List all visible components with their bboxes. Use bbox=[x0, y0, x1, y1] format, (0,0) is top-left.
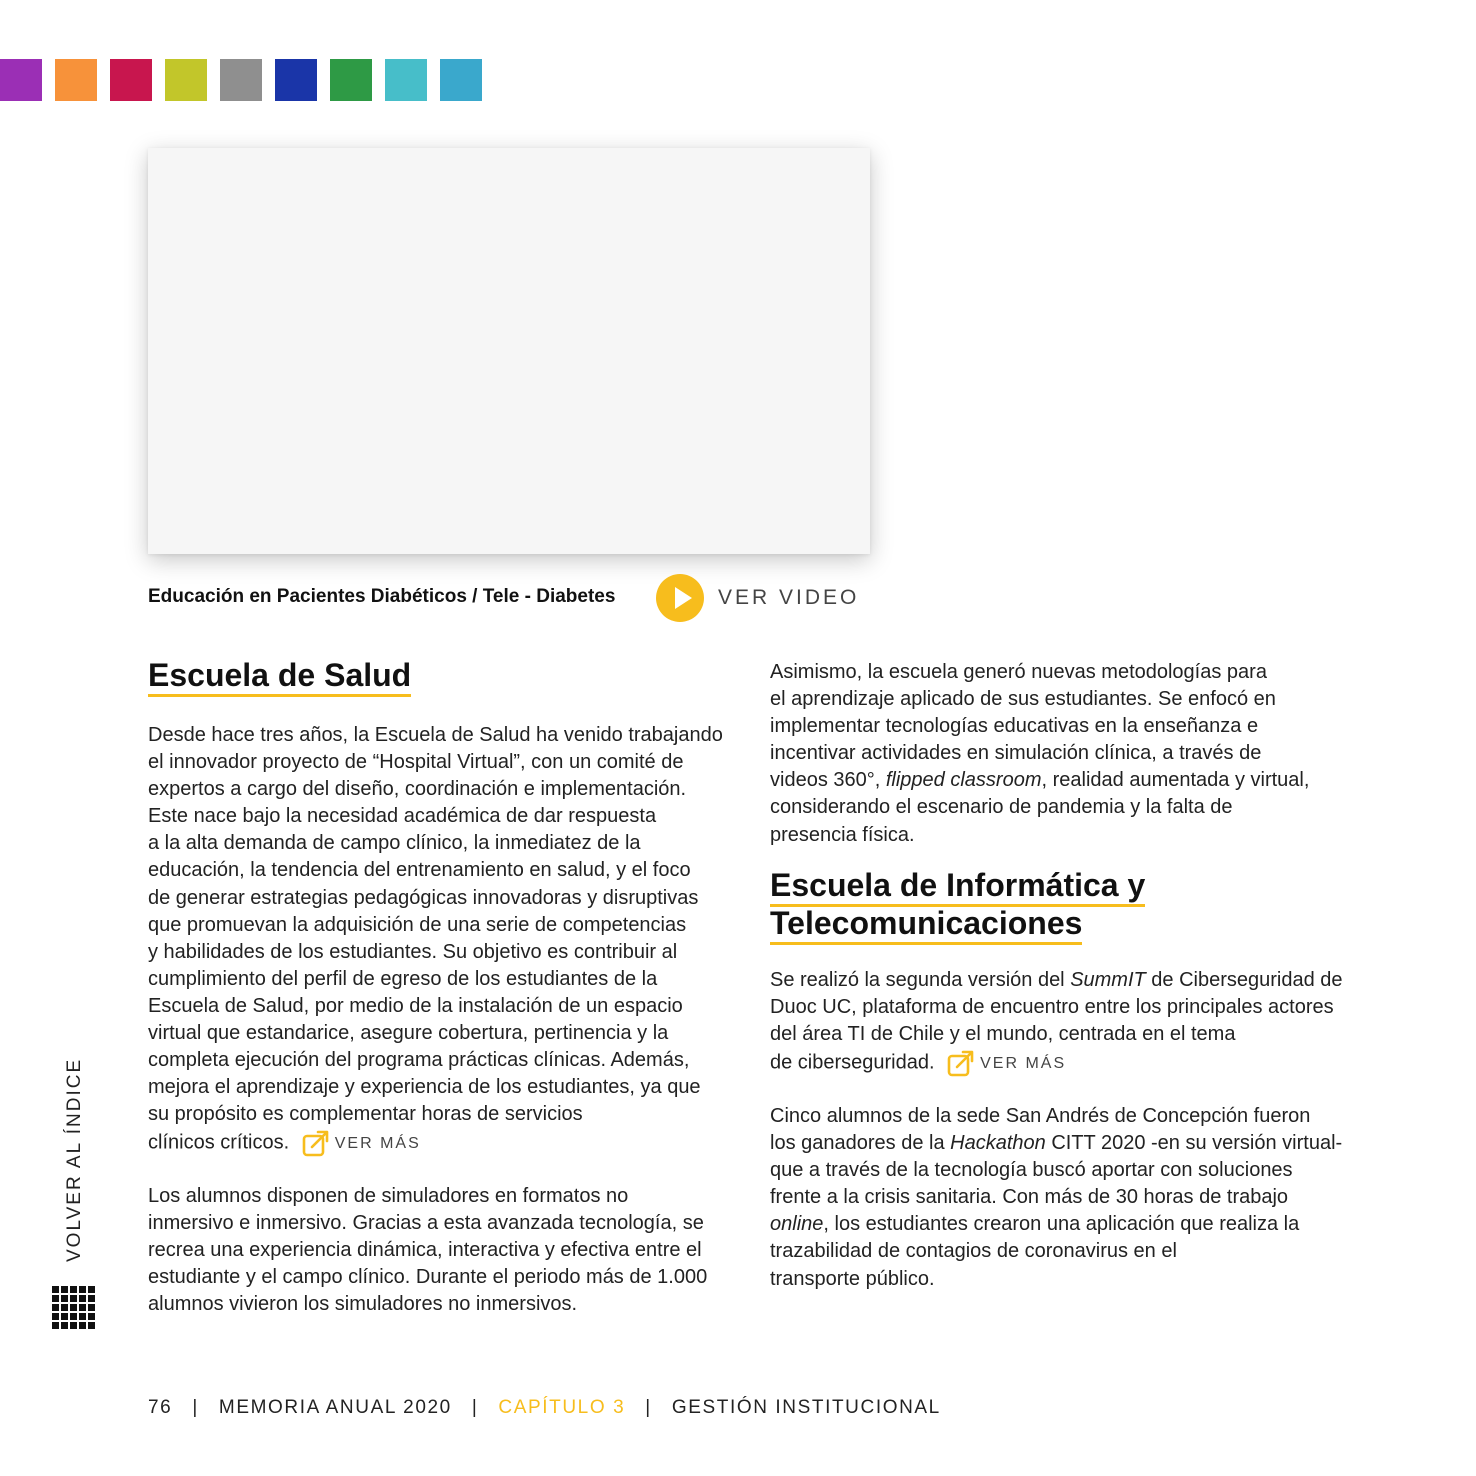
report-title: MEMORIA ANUAL 2020 bbox=[218, 1397, 452, 1418]
text-line: mejora el aprendizaje y experiencia de los estudiantes, ya que bbox=[148, 1076, 701, 1099]
salud-paragraph-3 bbox=[770, 659, 1370, 849]
text-fragment: Se realizó la segunda versión del bbox=[770, 969, 1071, 991]
text-line bbox=[770, 1130, 1370, 1157]
text-line: a la alta demanda de campo clínico, la inmediatez de la bbox=[148, 832, 641, 855]
emphasis-text: online bbox=[770, 1213, 824, 1236]
text-line: Desde hace tres años, la Escuela de Salud ha venido trabajando bbox=[148, 724, 723, 746]
text-line bbox=[770, 1211, 1370, 1238]
footer-separator: | bbox=[645, 1397, 652, 1418]
text-line: del área TI de Chile y el mundo, centrada en el tema bbox=[770, 1023, 1236, 1046]
text-line bbox=[770, 767, 1370, 794]
text-line-end: de ciberseguridad. bbox=[770, 1051, 935, 1074]
video-caption: Educación en Pacientes Diabéticos / Tele - Diabetes bbox=[148, 586, 616, 607]
page-number: 76 bbox=[148, 1397, 173, 1418]
text-line: incentivar actividades en simulación clínica, a través de bbox=[770, 742, 1262, 765]
text-line: considerando el escenario de pandemia y la falta de bbox=[770, 796, 1233, 819]
text-line: estudiante y el campo clínico. Durante el periodo más de 1.000 bbox=[148, 1266, 708, 1289]
text-line bbox=[770, 1048, 1370, 1078]
text-line: frente a la crisis sanitaria. Con más de 30 horas de trabajo bbox=[770, 1186, 1289, 1209]
text-line bbox=[770, 967, 1370, 994]
play-icon bbox=[656, 574, 704, 622]
footer-separator: | bbox=[471, 1397, 479, 1418]
text-line: Escuela de Salud, por medio de la instalación de un espacio bbox=[148, 994, 683, 1017]
ver-mas-label: VER MÁS bbox=[980, 1054, 1067, 1072]
informatica-paragraph-2 bbox=[770, 1103, 1370, 1293]
text-line: Duoc UC, plataforma de encuentro entre los principales actores bbox=[770, 996, 1334, 1019]
emphasis-text: Hackathon bbox=[950, 1132, 1046, 1155]
text-line: presencia física. bbox=[770, 823, 915, 846]
text-fragment: , los estudiantes crearon una aplicación que realiza la bbox=[823, 1213, 1300, 1236]
page-footer bbox=[148, 1397, 941, 1419]
text-line: inmersivo e inmersivo. Gracias a esta avanzada tecnología, se bbox=[148, 1212, 704, 1235]
color-swatch bbox=[330, 59, 372, 101]
text-line: implementar tecnologías educativas en la enseñanza e bbox=[770, 715, 1259, 738]
text-line: virtual que estandarice, asegure cobertura, pertinencia y la bbox=[148, 1022, 669, 1045]
color-swatch bbox=[385, 59, 427, 101]
text-line: de generar estrategias pedagógicas innovadoras y disruptivas bbox=[148, 886, 699, 909]
text-fragment: , realidad aumentada y virtual, bbox=[1041, 769, 1310, 792]
color-swatch bbox=[110, 59, 152, 101]
text-line bbox=[148, 1128, 748, 1158]
external-link-icon bbox=[301, 1128, 331, 1158]
video-frame[interactable] bbox=[148, 148, 870, 554]
color-swatch bbox=[220, 59, 262, 101]
text-fragment: de Ciberseguridad de bbox=[1145, 969, 1343, 991]
text-line: alumnos vivieron los simuladores no inmersivos. bbox=[148, 1293, 578, 1316]
text-line: Los alumnos disponen de simuladores en formatos no bbox=[148, 1185, 629, 1207]
text-line: Este nace bajo la necesidad académica de dar respuesta bbox=[148, 805, 657, 828]
text-fragment: CITT 2020 -en su versión virtual- bbox=[1045, 1132, 1343, 1155]
chapter-label[interactable]: CAPÍTULO 3 bbox=[498, 1397, 626, 1418]
informatica-heading: Escuela de Informática y Telecomunicaciones bbox=[770, 866, 1190, 942]
text-line: que a través de la tecnología buscó aportar con soluciones bbox=[770, 1159, 1293, 1182]
salud-paragraph-2 bbox=[148, 1183, 748, 1318]
text-fragment: los ganadores de la bbox=[770, 1132, 951, 1155]
emphasis-text: flipped classroom bbox=[885, 769, 1042, 792]
informatica-paragraph-1 bbox=[770, 967, 1370, 1078]
salud-paragraph-1 bbox=[148, 722, 748, 1158]
ver-video-link[interactable]: VER VIDEO bbox=[718, 586, 860, 609]
section-title: GESTIÓN INSTITUCIONAL bbox=[671, 1397, 941, 1418]
text-line: expertos a cargo del diseño, coordinación e implementación. bbox=[148, 778, 687, 801]
text-line: que promuevan la adquisición de una serie de competencias bbox=[148, 913, 687, 936]
text-line: y habilidades de los estudiantes. Su objetivo es contribuir al bbox=[148, 940, 678, 963]
text-line: educación, la tendencia del entrenamiento en salud, y el foco bbox=[148, 859, 691, 882]
text-line: su propósito es complementar horas de servicios bbox=[148, 1103, 583, 1126]
informatica-ver-mas-link[interactable] bbox=[946, 1048, 1066, 1078]
color-swatch bbox=[165, 59, 207, 101]
color-swatch bbox=[275, 59, 317, 101]
external-link-icon bbox=[946, 1048, 976, 1078]
text-line: cumplimiento del perfil de egreso de los estudiantes de la bbox=[148, 967, 658, 990]
text-line: completa ejecución del programa prácticas clínicas. Además, bbox=[148, 1049, 690, 1072]
play-video-button[interactable] bbox=[656, 574, 704, 622]
color-swatch bbox=[55, 59, 97, 101]
text-line: trazabilidad de contagios de coronavirus en el bbox=[770, 1240, 1177, 1263]
color-swatch bbox=[0, 59, 42, 101]
text-line: recrea una experiencia dinámica, interactiva y efectiva entre el bbox=[148, 1239, 702, 1262]
emphasis-text: SummIT bbox=[1070, 969, 1146, 991]
text-line: transporte público. bbox=[770, 1267, 935, 1290]
grid-icon[interactable] bbox=[52, 1286, 96, 1330]
text-line: el innovador proyecto de “Hospital Virtual”, con un comité de bbox=[148, 751, 684, 774]
text-line: Cinco alumnos de la sede San Andrés de Concepción fueron bbox=[770, 1105, 1311, 1127]
ver-mas-label: VER MÁS bbox=[334, 1134, 421, 1152]
salud-heading: Escuela de Salud bbox=[148, 658, 411, 693]
text-line-end: clínicos críticos. bbox=[148, 1131, 290, 1154]
color-swatch bbox=[440, 59, 482, 101]
volver-al-indice-link[interactable]: VOLVER AL ÍNDICE bbox=[64, 1057, 85, 1262]
footer-separator: | bbox=[192, 1397, 199, 1418]
text-line: Asimismo, la escuela generó nuevas metodologías para bbox=[770, 661, 1267, 683]
text-fragment: videos 360°, bbox=[770, 769, 886, 792]
salud-ver-mas-link[interactable] bbox=[301, 1128, 421, 1158]
text-line: el aprendizaje aplicado de sus estudiantes. Se enfocó en bbox=[770, 688, 1276, 711]
